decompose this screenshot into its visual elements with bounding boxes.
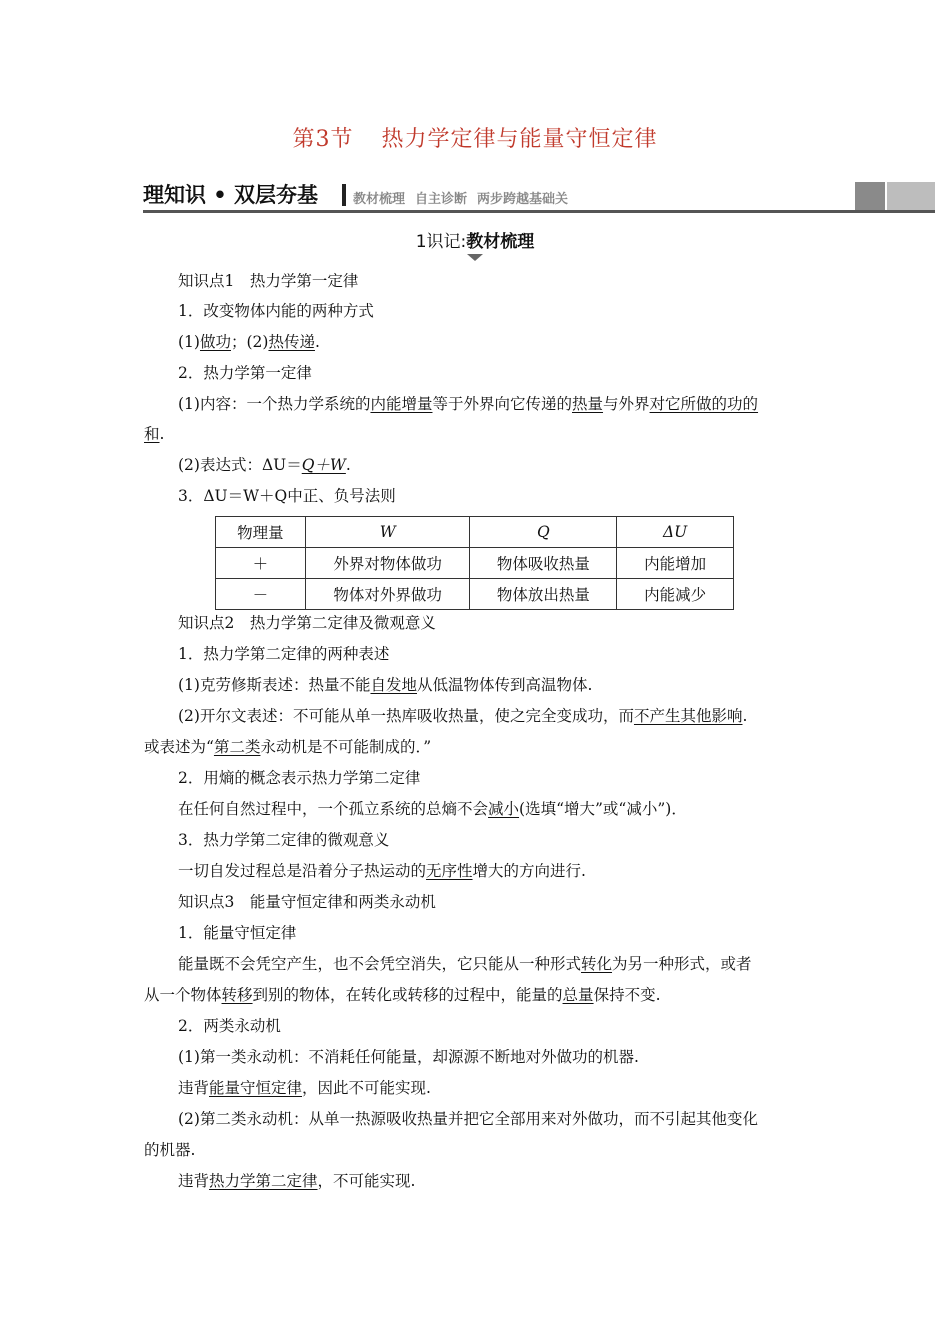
text: 增大的方向进行. <box>472 862 586 880</box>
table-header-cell: 物理量 <box>216 517 306 548</box>
banner-sub-1: 教材梳理 <box>353 192 406 207</box>
text: 等于外界向它传递的 <box>432 395 572 413</box>
kp2-heading: 知识点2 热力学第二定律及微观意义 <box>178 614 436 632</box>
text: (选填“增大”或“减小”)． <box>519 800 687 818</box>
banner-block-dark <box>855 182 885 210</box>
kp1-item2: 2．热力学第一定律 <box>178 364 312 382</box>
text: . <box>159 425 165 443</box>
text: 能量既不会凭空产生，也不会凭空消失，它只能从一种形式 <box>178 955 582 973</box>
kp3-second-line2: 的机器. <box>144 1141 196 1159</box>
table-cell: 物体对外界做功 <box>305 579 470 610</box>
text: . <box>314 333 320 351</box>
kp1-ways <box>178 332 320 352</box>
banner-block-light <box>887 182 935 210</box>
kp2-item1: 1．热力学第二定律的两种表述 <box>178 645 390 663</box>
section-tag-number: 1识记: <box>415 232 467 252</box>
table-header-cell: W <box>305 517 470 548</box>
answer: 能量守恒定律 <box>209 1079 303 1097</box>
section-number: 第3节 <box>292 127 354 152</box>
text: ，不可能实现. <box>317 1172 416 1190</box>
answer: 无序性 <box>426 862 473 880</box>
section-tag-label: 教材梳理 <box>466 232 535 252</box>
banner-subtitle <box>353 188 578 207</box>
banner-sub-2: 自主诊断 <box>415 192 468 207</box>
text: 从一个物体 <box>144 986 222 1004</box>
kp1-item3: 3．ΔU＝W＋Q中正、负号法则 <box>178 487 396 505</box>
answer: 对它所做的功的 <box>649 395 759 413</box>
text: 到别的物体，在转化或转移的过程中，能量的 <box>252 986 563 1004</box>
table-header-cell: ΔU <box>617 517 734 548</box>
table-cell: 内能增加 <box>617 548 734 579</box>
kp3-second-line1: (2)第二类永动机：从单一热源吸收热量并把它全部用来对外做功，而不引起其他变化 <box>178 1110 758 1128</box>
kp3-first-violation <box>178 1078 431 1098</box>
page-title <box>0 122 950 153</box>
answer: 热力学第二定律 <box>209 1172 318 1190</box>
kp2-kelvin <box>178 706 747 726</box>
text: (1)克劳修斯表述：热量不能 <box>178 676 371 694</box>
table-cell: 物体吸收热量 <box>470 548 617 579</box>
kp3-item1: 1．能量守恒定律 <box>178 924 297 942</box>
text: . <box>742 707 748 725</box>
banner <box>143 180 935 212</box>
text: 从低温物体传到高温物体. <box>416 676 593 694</box>
kp1-heading: 知识点1 热力学第一定律 <box>178 272 359 290</box>
answer: 热传递 <box>268 333 315 351</box>
text: 永动机是不可能制成的．” <box>260 738 432 756</box>
text: (2)表达式：ΔU＝ <box>178 456 302 474</box>
kp3-first: (1)第一类永动机：不消耗任何能量，却源源不断地对外做功的机器. <box>178 1048 639 1066</box>
kp3-heading: 知识点3 能量守恒定律和两类永动机 <box>178 893 436 911</box>
table-header-row <box>216 517 734 548</box>
answer: 不产生其他影响 <box>633 707 743 725</box>
text: (2)开尔文表述：不可能从单一热库吸收热量，使之完全变成功，而 <box>178 707 634 725</box>
text: (1) <box>178 333 200 351</box>
table-header-cell: Q <box>470 517 617 548</box>
kp2-clausius <box>178 675 592 695</box>
kp1-item1: 1．改变物体内能的两种方式 <box>178 302 374 320</box>
text: (1)内容：一个热力学系统的 <box>178 395 371 413</box>
kp2-micro <box>178 861 586 881</box>
down-triangle-icon <box>467 254 483 261</box>
banner-sub-3: 两步跨越基础关 <box>477 192 569 207</box>
banner-divider <box>342 184 346 206</box>
text: 保持不变. <box>593 986 661 1004</box>
table-cell: 外界对物体做功 <box>305 548 470 579</box>
answer: 转化 <box>581 955 613 973</box>
answer: 第二类 <box>213 738 261 756</box>
table-row <box>216 579 734 610</box>
answer: 转移 <box>221 986 253 1004</box>
text: 违背 <box>178 1079 210 1097</box>
answer: 热量 <box>572 395 604 413</box>
kp2-item2: 2．用熵的概念表示热力学第二定律 <box>178 769 421 787</box>
sign-table <box>215 516 734 610</box>
answer: 总量 <box>562 986 594 1004</box>
kp2-entropy <box>178 799 687 819</box>
banner-rule <box>143 210 935 213</box>
kp3-law-line2 <box>144 985 661 1005</box>
answer: 和 <box>144 425 160 443</box>
kp3-second-violation <box>178 1171 415 1191</box>
text: ，因此不可能实现. <box>302 1079 431 1097</box>
text: ；(2) <box>230 333 269 351</box>
kp3-law-line1 <box>178 954 752 974</box>
text: 或表述为“ <box>144 738 214 756</box>
text: 为另一种形式，或者 <box>612 955 752 973</box>
answer: 减小 <box>488 800 520 818</box>
table-row <box>216 548 734 579</box>
kp1-expr <box>178 455 351 475</box>
text: 与外界 <box>603 395 650 413</box>
section-name: 热力学定律与能量守恒定律 <box>381 127 658 152</box>
kp1-content-cont <box>144 424 164 444</box>
text: 违背 <box>178 1172 210 1190</box>
text: 一切自发过程总是沿着分子热运动的 <box>178 862 427 880</box>
kp1-content <box>178 394 758 414</box>
text: . <box>345 456 351 474</box>
table-cell: 内能减少 <box>617 579 734 610</box>
answer: 做功 <box>199 333 231 351</box>
section-tag <box>0 227 950 261</box>
kp3-item2: 2．两类永动机 <box>178 1017 281 1035</box>
answer: 自发地 <box>370 676 417 694</box>
table-cell: 物体放出热量 <box>470 579 617 610</box>
table-cell: ＋ <box>216 548 306 579</box>
banner-title: 理知识 • 双层夯基 <box>143 183 319 207</box>
answer: 内能增量 <box>370 395 433 413</box>
table-cell: － <box>216 579 306 610</box>
text: 在任何自然过程中，一个孤立系统的总熵不会 <box>178 800 489 818</box>
answer: Q＋W <box>301 456 346 474</box>
kp2-or <box>144 737 431 757</box>
kp2-item3: 3．热力学第二定律的微观意义 <box>178 831 390 849</box>
